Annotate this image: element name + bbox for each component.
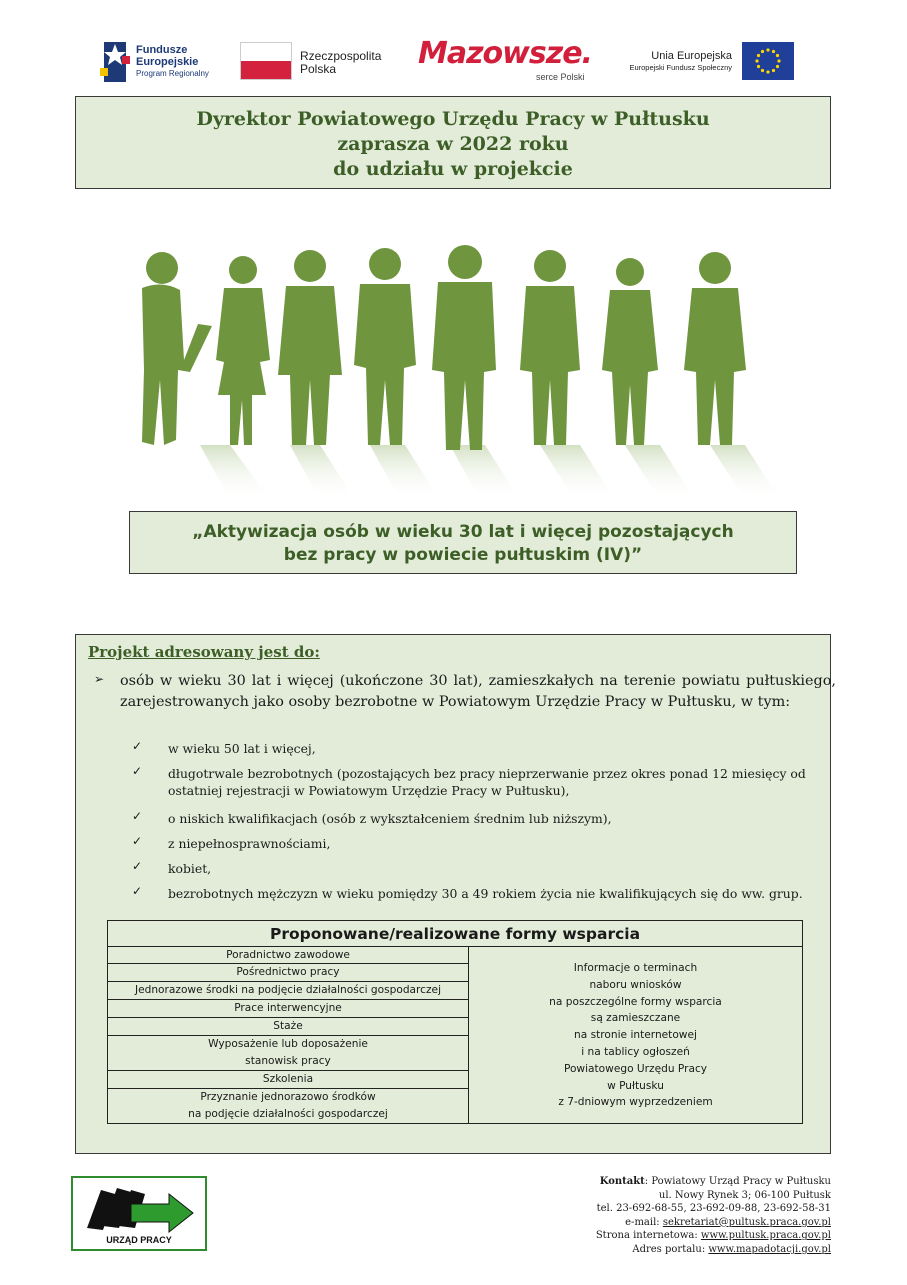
project-title-line1: „Aktywizacja osób w wieku 30 lat i więcej pozostających	[192, 522, 734, 542]
info-column	[469, 947, 802, 1123]
contact-email-line	[501, 1216, 831, 1230]
silhouette-person-5	[432, 245, 496, 450]
project-title-line2: bez pracy w powiecie pułtuskim (IV)”	[283, 545, 643, 565]
fundusze-line2: Europejskie	[136, 56, 199, 68]
sub-bullet-text: bezrobotnych mężczyzn w wieku pomiędzy 30 a 49 rokiem życia nie kwalifikujących się do ww. grup.	[168, 886, 803, 901]
info-line: na stronie internetowej	[574, 1029, 697, 1042]
check-icon: ✓	[132, 739, 143, 753]
silhouette-person-4	[354, 248, 416, 445]
sub-bullet-text: w wieku 50 lat i więcej,	[168, 741, 316, 756]
main-bullet-text: osób w wieku 30 lat i więcej (ukończone 30 lat), zamieszkałych na terenie powiatu pułtuskiego, zarejestrowanych jako osoby bezrobotne w Powiatowym Urzędzie Pracy w Pułtusku, w tym:	[120, 673, 836, 710]
check-icon: ✓	[132, 764, 143, 778]
table-row	[108, 982, 468, 1000]
mazowsze-logo	[418, 36, 598, 86]
form-label: Prace interwencyjne	[234, 1002, 342, 1014]
ue-line2: Europejski Fundusz Społeczny	[629, 63, 732, 72]
fundusze-line1: Fundusze	[136, 44, 188, 56]
logo-strip	[0, 36, 907, 92]
contact-label: Kontakt	[599, 1176, 645, 1187]
contact-portal-line	[501, 1243, 831, 1257]
header-line2: zaprasza w 2022 roku	[337, 133, 569, 155]
portal-label: Adres portalu:	[632, 1243, 709, 1255]
portal-link[interactable]: www.mapadotacji.gov.pl	[708, 1243, 831, 1255]
sub-bullet-text: o niskich kwalifikacjach (osób z wykształceniem średnim lub niższym),	[168, 811, 612, 826]
info-line: Powiatowego Urzędu Pracy	[563, 1062, 708, 1075]
target-group-section	[75, 634, 836, 1154]
form-label: Wyposażenie lub doposażenie	[208, 1038, 368, 1050]
website-label: Strona internetowa:	[595, 1230, 701, 1242]
info-line: naboru wniosków	[589, 978, 682, 991]
table-row	[108, 1000, 468, 1018]
urzad-pracy-logo	[71, 1176, 207, 1251]
fundusze-europejskie-logo	[100, 38, 220, 84]
table-row	[108, 947, 468, 964]
table-row	[108, 1071, 468, 1089]
form-label: Jednorazowe środki na podjęcie działalności gospodarczej	[134, 984, 442, 996]
check-icon: ✓	[132, 834, 143, 848]
form-label: Pośrednictwo pracy	[236, 966, 340, 978]
form-label: stanowisk pracy	[245, 1055, 331, 1067]
email-link[interactable]: sekretariat@pultusk.praca.gov.pl	[662, 1216, 831, 1228]
info-line: z 7-dniowym wyprzedzeniem	[558, 1096, 713, 1109]
website-link[interactable]: www.pultusk.praca.gov.pl	[700, 1230, 831, 1242]
polish-flag-icon	[240, 42, 292, 80]
silhouette-person-7	[602, 258, 658, 445]
contact-info	[501, 1175, 831, 1257]
sub-bullet-text: kobiet,	[168, 861, 212, 876]
mazowsze-name: Mazowsze.	[418, 36, 592, 71]
urzad-pracy-label: URZĄD PRACY	[106, 1235, 172, 1245]
check-icon: ✓	[132, 859, 143, 873]
rp-line2: Polska	[300, 62, 337, 76]
ue-line1: Unia Europejska	[651, 50, 732, 62]
project-title	[129, 511, 797, 574]
email-label: e-mail:	[625, 1216, 663, 1228]
support-forms-table	[107, 920, 803, 1124]
silhouette-person-8	[684, 252, 746, 445]
fundusze-line3: Program Regionalny	[136, 69, 209, 78]
header-line3: do udziału w projekcie	[333, 158, 573, 180]
people-silhouettes-illustration	[120, 240, 780, 500]
table-row	[108, 1089, 468, 1123]
silhouette-person-2	[216, 256, 270, 445]
table-row	[108, 1036, 468, 1071]
info-line: i na tablicy ogłoszeń	[581, 1045, 690, 1058]
addressed-heading: Projekt adresowany jest do:	[88, 643, 320, 661]
contact-address: ul. Nowy Rynek 3; 06-100 Pułtusk	[658, 1189, 831, 1201]
silhouette-person-3	[278, 250, 342, 445]
form-label: na podjęcie działalności gospodarczej	[188, 1108, 388, 1120]
rzeczpospolita-logo	[240, 42, 400, 82]
sub-bullet-text: z niepełnosprawnościami,	[168, 836, 331, 851]
info-line: w Pułtusku	[607, 1079, 664, 1092]
silhouette-person-1	[142, 252, 212, 445]
support-forms-column	[108, 947, 469, 1123]
form-label: Szkolenia	[262, 1073, 314, 1085]
form-label: Staże	[273, 1020, 303, 1032]
support-table-heading: Proponowane/realizowane formy wsparcia	[108, 921, 802, 947]
mazowsze-tagline: serce Polski	[536, 72, 585, 82]
table-row	[108, 1018, 468, 1036]
header-line1: Dyrektor Powiatowego Urzędu Pracy w Pułtusku	[196, 108, 710, 130]
check-icon: ✓	[132, 884, 143, 898]
table-row	[108, 964, 468, 982]
contact-name: : Powiatowy Urząd Pracy w Pułtusku	[644, 1176, 831, 1187]
info-line: Informacje o terminach	[573, 962, 698, 974]
fundusze-star-icon	[100, 38, 130, 84]
invitation-header	[75, 96, 831, 189]
check-icon: ✓	[132, 809, 143, 823]
contact-phone: tel. 23-692-68-55, 23-692-09-88, 23-692-58-31	[596, 1203, 831, 1215]
unia-europejska-logo	[624, 42, 794, 84]
sub-bullet-text: długotrwale bezrobotnych (pozostających bez pracy nieprzerwanie przez okres ponad 12 miesięcy od ostatniej rejestracji w Powiatowym Urzędzie Pracy w Pułtusku),	[168, 766, 806, 798]
form-label: Przyznanie jednorazowo środków	[200, 1091, 376, 1103]
form-label: Poradnictwo zawodowe	[226, 949, 350, 961]
contact-line	[501, 1175, 831, 1189]
info-line: na poszczególne formy wsparcia	[549, 995, 722, 1008]
info-line: są zamieszczane	[590, 1012, 681, 1025]
rp-line1: Rzeczpospolita	[300, 49, 382, 63]
contact-website-line	[501, 1229, 831, 1243]
arrow-bullet-icon: ➢	[94, 672, 105, 686]
silhouette-person-6	[520, 250, 580, 445]
job-office-cards-arrow-icon	[73, 1180, 205, 1236]
eu-flag-icon	[742, 42, 794, 80]
